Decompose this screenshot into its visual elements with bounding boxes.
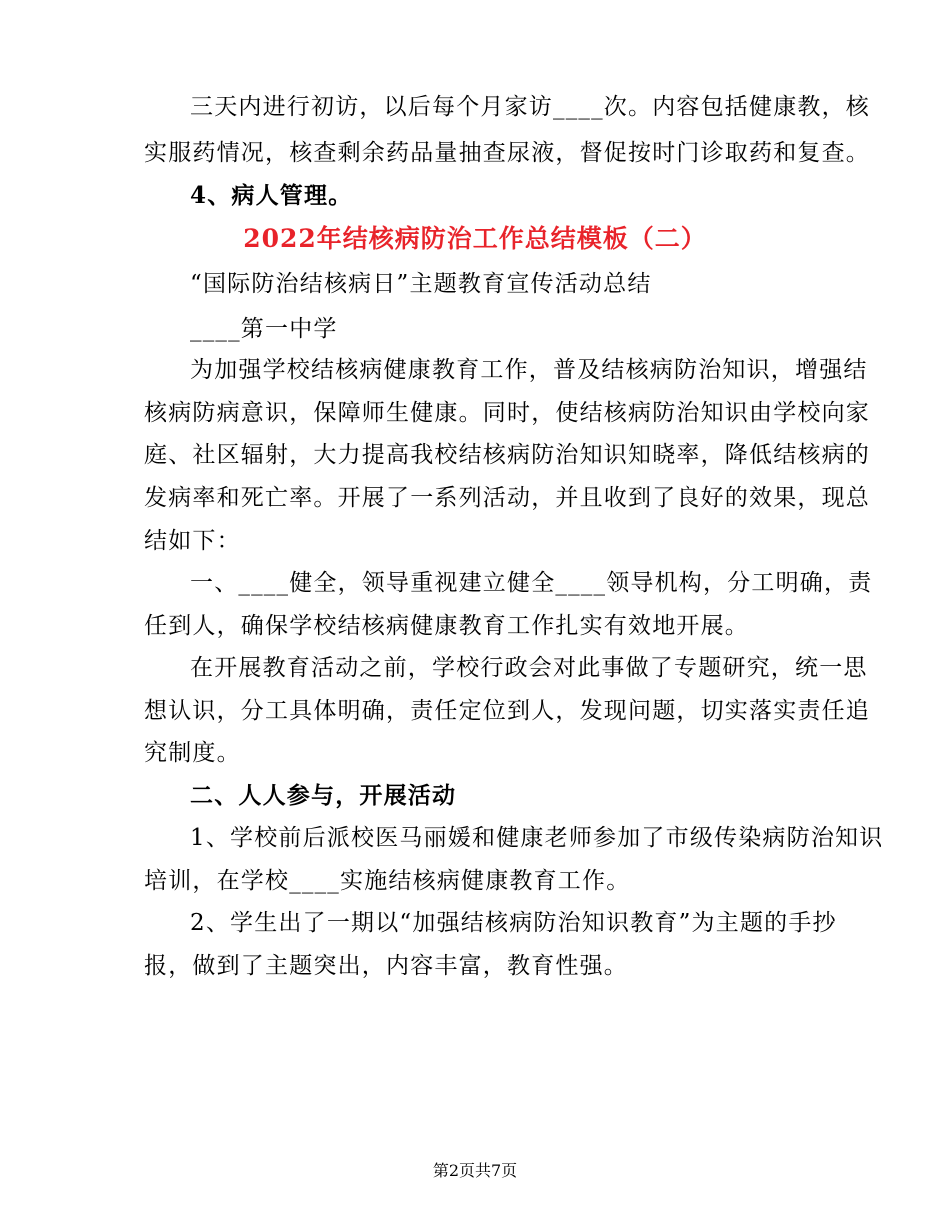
section-heading-activities: 二、人人参与，开展活动 [190,782,457,809]
body-line: 一、____健全，领导重视建立健全____领导机构，分工明确，责 [190,570,873,596]
body-line: 核病防病意识，保障师生健康。同时，使结核病防治知识由学校向家 [144,400,870,426]
body-line: 结如下： [144,528,241,554]
body-line: 在开展教育活动之前，学校行政会对此事做了专题研究，统一思 [190,655,868,681]
body-line: 为加强学校结核病健康教育工作，普及结核病防治知识，增强结 [190,357,868,383]
body-line: 任到人，确保学校结核病健康教育工作扎实有效地开展。 [144,613,749,639]
body-line: 报，做到了主题突出，内容丰富，教育性强。 [144,953,628,979]
body-line: 发病率和死亡率。开展了一系列活动，并且收到了良好的效果，现总 [144,485,870,511]
school-name: ____第一中学 [190,316,338,342]
body-line: 想认识，分工具体明确，责任定位到人，发现问题，切实落实责任追 [144,698,870,724]
body-line: 究制度。 [144,740,241,766]
document-title: 2022年结核病防治工作总结模板（二） [243,224,707,253]
body-line: 2、学生出了一期以“加强结核病防治知识教育”为主题的手抄 [190,910,837,936]
body-line: 三天内进行初访，以后每个月家访____次。内容包括健康教，核 [190,94,870,120]
body-line: 1、学校前后派校医马丽媛和健康老师参加了市级传染病防治知识 [190,825,884,851]
body-line: 庭、社区辐射，大力提高我校结核病防治知识知晓率，降低结核病的 [144,442,870,468]
page-number-footer: 第2页共7页 [432,1161,518,1180]
body-line: 培训，在学校____实施结核病健康教育工作。 [144,868,631,894]
body-line: 实服药情况，核查剩余药品量抽查尿液，督促按时门诊取药和复查。 [144,140,870,166]
subtitle: “国际防治结核病日”主题教育宣传活动总结 [190,271,652,297]
section-heading-patient: 4、病人管理。 [190,182,353,209]
